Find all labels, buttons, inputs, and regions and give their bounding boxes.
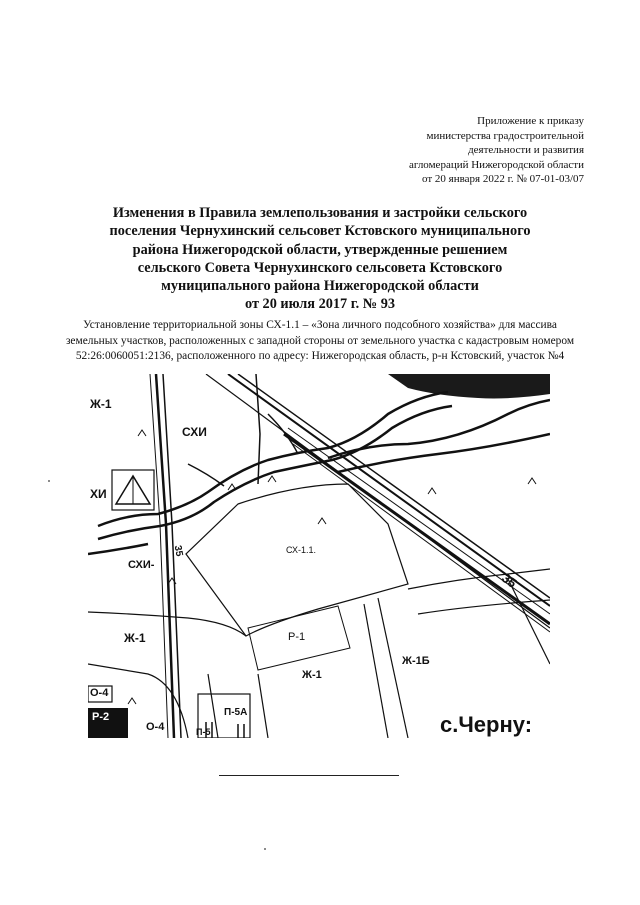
description-paragraph xyxy=(20,318,620,365)
header-line-4: агломераций Нижегородской области xyxy=(408,158,584,171)
road-number-35-right: 35 xyxy=(498,570,520,591)
road-number-35-left: 35 xyxy=(171,544,185,558)
zone-label-khi: ХИ xyxy=(90,487,107,501)
zone-label-p1: Р-1 xyxy=(288,631,306,643)
order-appendix-header xyxy=(324,114,584,187)
zone-label-zh1-top: Ж-1 xyxy=(90,397,112,411)
zone-label-skhi-left: СХИ- xyxy=(128,559,155,571)
scan-speck xyxy=(264,848,266,850)
title-line-1: Изменения в Правила землепользования и застройки сельского xyxy=(112,205,528,221)
zone-label-o4-top: О-4 xyxy=(90,687,109,699)
zone-label-p5a: П-5А xyxy=(224,707,248,718)
title-line-2: поселения Чернухинский сельсовет Кстовского муниципального xyxy=(109,223,531,240)
header-line-2: министерства градостроительной xyxy=(426,129,584,142)
zoning-map-drawing xyxy=(88,374,550,738)
title-line-4: сельского Совета Чернухинского сельсовета Кстовского xyxy=(137,259,503,276)
scan-speck xyxy=(48,480,50,482)
header-line-3: деятельности и развития xyxy=(468,144,584,156)
zone-label-zh1b: Ж-1Б xyxy=(402,655,430,667)
header-line-1: Приложение к приказу xyxy=(477,115,584,127)
document-title xyxy=(60,204,580,314)
zone-label-zh1-left: Ж-1 xyxy=(124,631,146,645)
title-line-3: района Нижегородской области, утвержденные решением xyxy=(132,241,508,258)
header-line-5: от 20 января 2022 г. № 07-01-03/07 xyxy=(422,173,584,185)
zone-label-zh1-bottom: Ж-1 xyxy=(302,669,322,681)
zone-label-skhi-top: СХИ xyxy=(182,425,207,439)
title-line-6: от 20 июля 2017 г. № 93 xyxy=(245,296,395,313)
zone-label-o4-bottom: О-4 xyxy=(146,721,165,733)
zoning-map xyxy=(88,374,550,738)
description-line-1: Установление территориальной зоны СХ-1.1 – «Зона личного подсобного хозяйства» для массива xyxy=(83,319,557,331)
zone-label-sx11: СХ-1.1. xyxy=(286,545,317,555)
zone-label-p2: Р-2 xyxy=(92,711,110,723)
signature-line xyxy=(219,775,399,776)
title-line-5: муниципального района Нижегородской области xyxy=(161,278,479,295)
description-line-3: 52:26:0060051:2136, расположенного по адресу: Нижегородская область, р-н Кстовский, участок №4 xyxy=(75,350,565,362)
description-line-2: земельных участков, расположенных с западной стороны от земельного участка с кадастровым номером xyxy=(65,334,575,347)
zone-label-p5: П-5 xyxy=(196,727,211,737)
village-name-label: с.Черну: xyxy=(440,712,533,737)
